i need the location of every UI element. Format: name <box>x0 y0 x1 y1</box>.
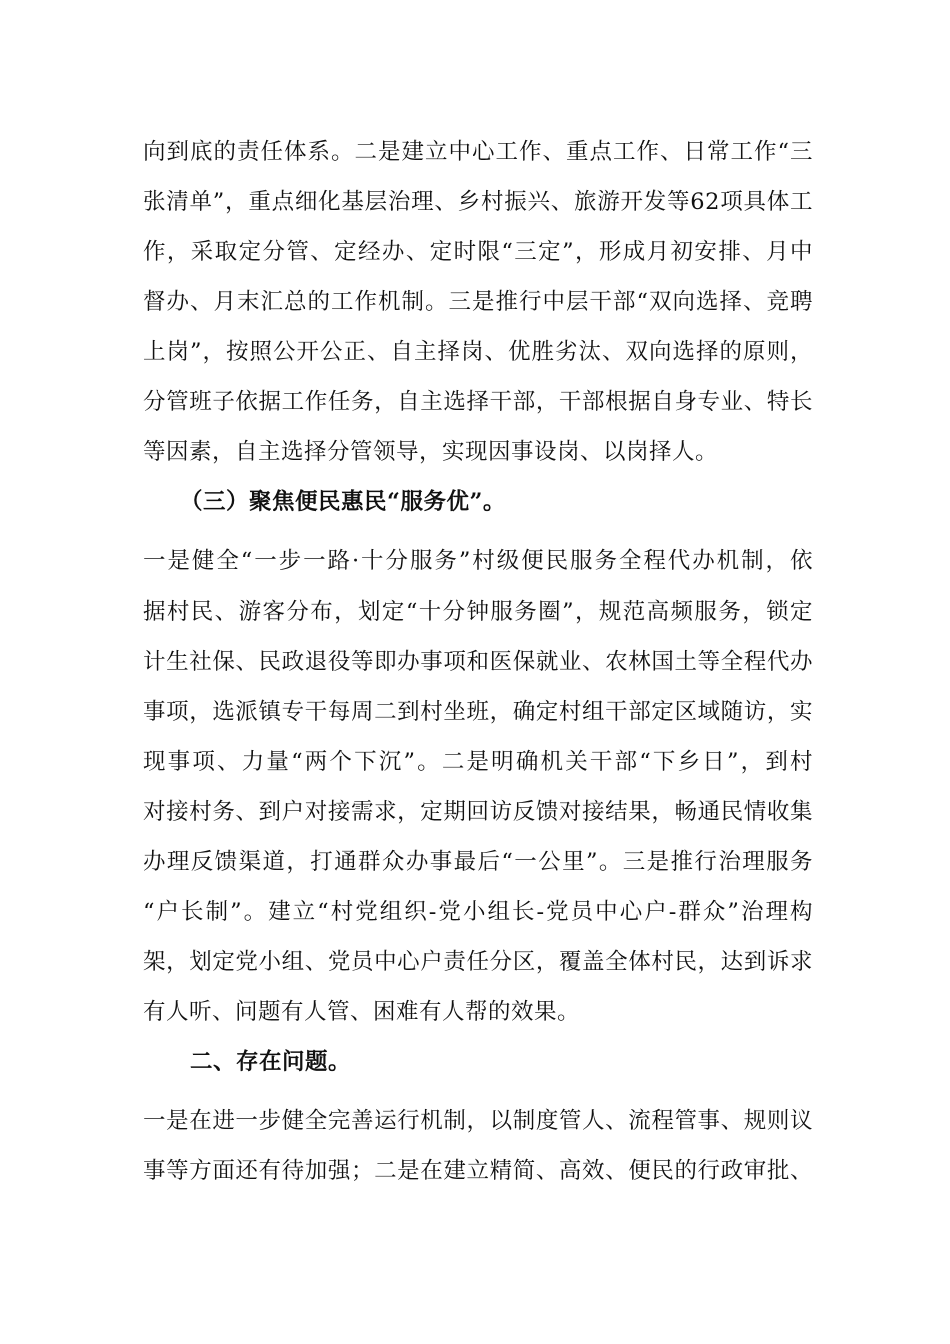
text-line: 现事项、力量“两个下沉”。二是明确机关干部“下乡日”，到村 <box>143 749 813 775</box>
text-line: 等因素，自主选择分管领导，实现因事设岗、以岗择人。 <box>143 439 719 465</box>
text-line: 事项，选派镇专干每周二到村坐班，确定村组干部定区域随访，实 <box>143 699 813 725</box>
text-line: 对接村务、到户对接需求，定期回访反馈对接结果，畅通民情收集 <box>143 799 813 825</box>
section-heading: 二、存在问题。 <box>190 1049 352 1075</box>
text-line: 一是在进一步健全完善运行机制，以制度管人、流程管事、规则议 <box>143 1108 813 1134</box>
text-line: 向到底的责任体系。二是建立中心工作、重点工作、日常工作“三 <box>143 139 813 165</box>
text-line: 分管班子依据工作任务，自主选择干部，干部根据自身专业、特长 <box>143 389 813 415</box>
text-line: 办理反馈渠道，打通群众办事最后“一公里”。三是推行治理服务 <box>143 849 813 875</box>
text-line: “户长制”。建立“村党组织-党小组长-党员中心户-群众”治理构 <box>143 899 813 925</box>
section-heading: （三）聚焦便民惠民“服务优”。 <box>180 489 506 515</box>
text-line: 事等方面还有待加强；二是在建立精简、高效、便民的行政审批、 <box>143 1158 813 1184</box>
text-line: 有人听、问题有人管、困难有人帮的效果。 <box>143 999 581 1025</box>
text-line: 督办、月末汇总的工作机制。三是推行中层干部“双向选择、竞聘 <box>143 289 813 315</box>
text-line: 上岗”，按照公开公正、自主择岗、优胜劣汰、双向选择的原则， <box>143 339 813 365</box>
text-line: 计生社保、民政退役等即办事项和医保就业、农林国土等全程代办 <box>143 649 813 675</box>
text-line: 据村民、游客分布，划定“十分钟服务圈”，规范高频服务，锁定 <box>143 599 813 625</box>
text-line: 架，划定党小组、党员中心户责任分区，覆盖全体村民，达到诉求 <box>143 949 813 975</box>
text-line: 一是健全“一步一路·十分服务”村级便民服务全程代办机制，依 <box>143 548 813 574</box>
text-line: 张清单”，重点细化基层治理、乡村振兴、旅游开发等62项具体工 <box>143 189 813 215</box>
text-line: 作，采取定分管、定经办、定时限“三定”，形成月初安排、月中 <box>143 239 813 265</box>
